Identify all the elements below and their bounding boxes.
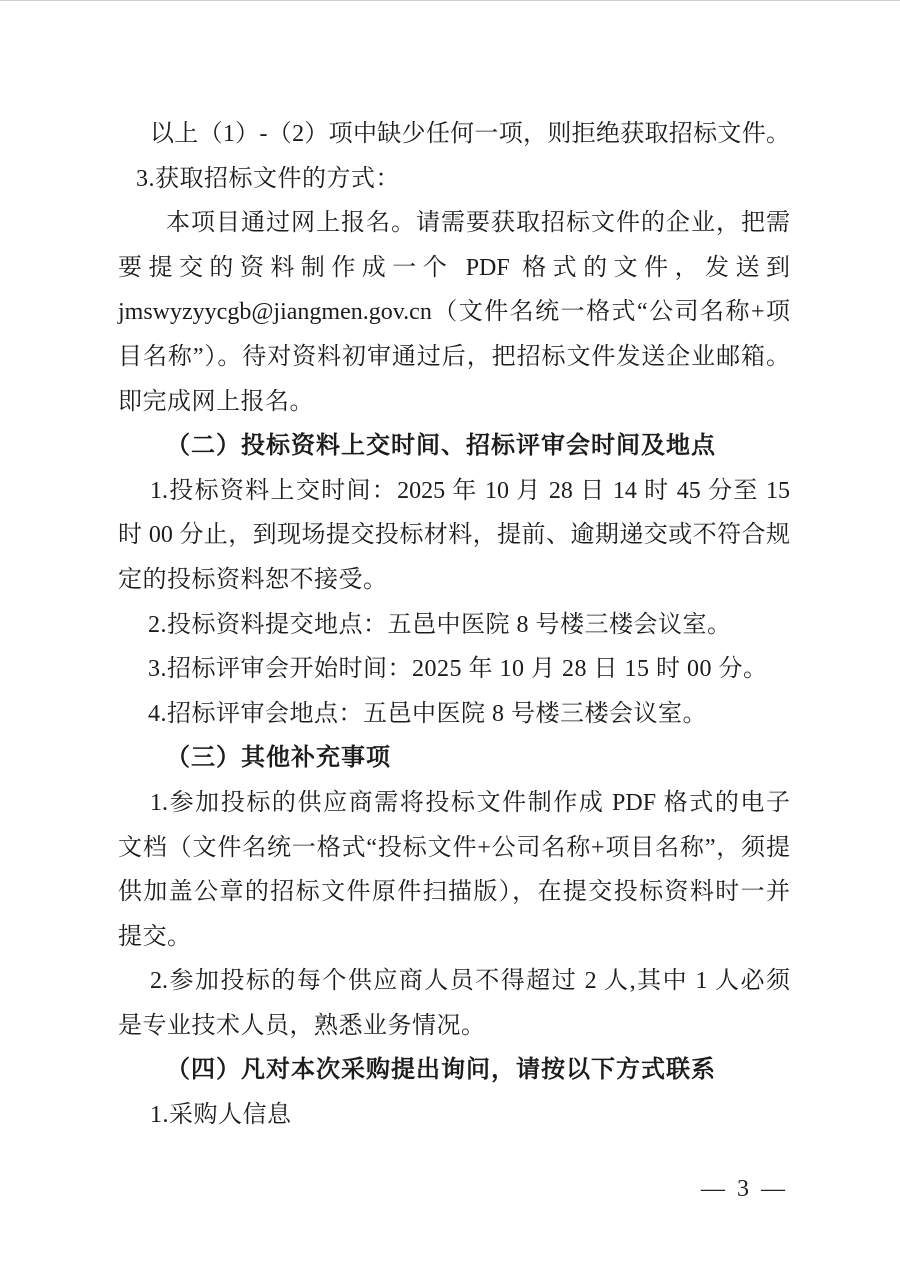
document-line: 定的投标资料恕不接受。 (118, 566, 388, 593)
document-line: 1.参加投标的供应商需将投标文件制作成 PDF 格式的电子 (150, 789, 790, 816)
section-heading: （四）凡对本次采购提出询问，请按以下方式联系 (166, 1057, 716, 1084)
document-line: 以上（1）-（2）项中缺少任何一项，则拒绝获取招标文件。 (150, 121, 790, 147)
document-line: 3.招标评审会开始时间：2025 年 10 月 28 日 15 时 00 分。 (148, 656, 768, 683)
document-line: 3.获取招标文件的方式： (136, 165, 400, 192)
section-heading: （二）投标资料上交时间、招标评审会时间及地点 (166, 433, 716, 460)
document-line: 本项目通过网上报名。请需要获取招标文件的企业，把需 (166, 210, 790, 237)
document-line: 要提交的资料制作成一个 PDF 格式的文件，发送到 (118, 254, 790, 281)
document-line: 1.投标资料上交时间：2025 年 10 月 28 日 14 时 45 分至 15 (150, 477, 790, 504)
scan-edge-line (0, 0, 900, 1)
page-number: — 3 — (701, 1176, 788, 1202)
document-line: jmswyzyycgb@jiangmen.gov.cn（文件名统一格式“公司名称+项 (118, 299, 790, 326)
document-line: 2.参加投标的每个供应商人员不得超过 2 人,其中 1 人必须 (150, 968, 790, 995)
section-heading: （三）其他补充事项 (166, 745, 391, 772)
document-line: 目名称”）。待对资料初审通过后，把招标文件发送企业邮箱。 (118, 343, 790, 370)
document-line: 文档（文件名统一格式“投标文件+公司名称+项目名称”，须提 (118, 834, 790, 861)
document-line: 供加盖公章的招标文件原件扫描版），在提交投标资料时一并 (118, 879, 790, 906)
document-line: 即完成网上报名。 (118, 388, 314, 415)
document-line: 时 00 分止，到现场提交投标材料，提前、逾期递交或不符合规 (118, 522, 790, 549)
document-line: 2.投标资料提交地点：五邑中医院 8 号楼三楼会议室。 (148, 611, 732, 638)
document-line: 是专业技术人员，熟悉业务情况。 (118, 1012, 486, 1039)
document-line: 1.采购人信息 (150, 1102, 292, 1129)
document-line: 4.招标评审会地点：五邑中医院 8 号楼三楼会议室。 (148, 700, 707, 727)
document-body (118, 112, 790, 1138)
document-line: 提交。 (118, 923, 192, 950)
